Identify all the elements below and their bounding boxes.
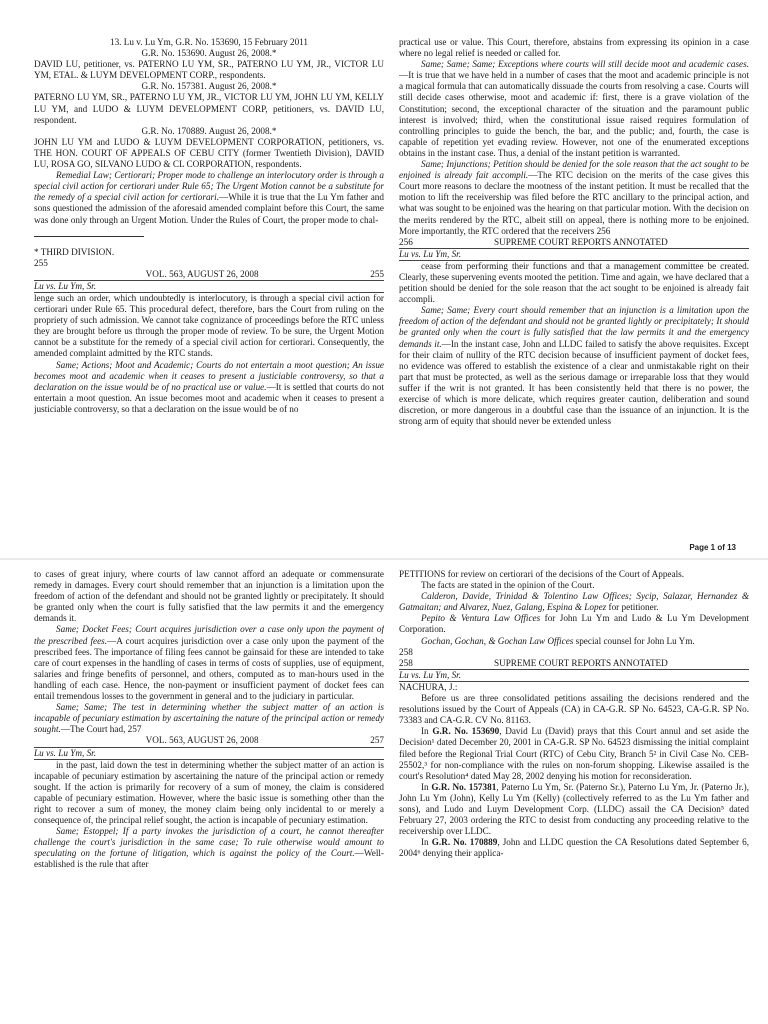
counsel-paragraph: Calderon, Davide, Trinidad & Tolentino Law Offices; Sycip, Salazar, Hernandez & Gatmaitan; and Alvarez, Nuez, Galang, Espina & Lopez for petitioner.	[399, 591, 749, 613]
parties: PATERNO LU YM, SR., PATERNO LU YM, JR., VICTOR LU YM, JOHN LU YM, KELLY LU YM, and LUDO & LUYM DEVELOPMENT CORP, petitioners, vs. DAVID LU, respondent.	[34, 92, 384, 125]
left-column	[34, 37, 384, 415]
syllabus-text: —The RTC decision on the merits of the case gives this Court more reasons to declare the mootness of the instant petition. It must be recalled that the motion to lift the receivership was filed before the RTC ancillary to the principal action, and what was sought to be enjoined was the hearing on that particular motion. With the decision on the merits rendered by the RTC, albeit still on appeal, there is nothing more to be enjoined. More importantly, the RTC ordered that the receivers 256	[399, 170, 749, 236]
reporter-header: SUPREME COURT REPORTS ANNOTATED	[493, 236, 668, 247]
running-title: Lu vs. Lu Ym, Sr.	[34, 747, 384, 760]
header-page-number: 256	[399, 236, 413, 247]
counsel-paragraph: Gochan, Gochan, & Gochan Law Offices special counsel for John Lu Ym.	[421, 635, 695, 646]
body-paragraph: The facts are stated in the opinion of the Court.	[421, 580, 595, 591]
gr-number: G.R. No. 170889. August 26, 2008.*	[141, 125, 277, 136]
syllabus-text: —It is settled that courts do not entertain a moot question. An issue becomes moot and academic when it ceases to present a justiciable controversy, so that a declaration on the issue would be of no	[34, 381, 384, 414]
syllabus-text: —While it is true that the Lu Ym father and sons questioned the admission of the aforesaid amended complaint before this Court, the same was done only through an Urgent Motion. Under the Rules of Court, the proper mode to chal-	[34, 192, 384, 225]
body-paragraph: in the past, laid down the test in determining whether the subject matter of an action is incapable of pecuniary estimation by ascertaining the nature of the principal action or remedy sought. If the action is primarily for recovery of a sum of money, the claim is considered capable of pecuniary estimation. However, where the basic issue is something other than the right to recover a sum of money, the money claim being only incidental to or merely a consequence of, the principal relief sought, the action is incapable of pecuniary estimation.	[34, 759, 384, 826]
footnote-rule	[34, 236, 144, 237]
body-paragraph: In G.R. No. 170889, John and LLDC question the CA Resolutions dated September 6, 2004⁶ denying their applica-	[399, 837, 749, 859]
counsel-firm: Pepito & Ventura Law Offices	[421, 613, 541, 624]
syllabus-text: —In the instant case, John and LLDC failed to satisfy the above requisites. Except for their claim of nullity of the RTC decision because of insufficient payment of docket fees, no evidence was offered to establish the existence of a clear and unmistakable right on their part that must be protected, as well as the serious damage or irreparable loss that they would suffer if the writ is not granted. It has been consistently held that there is no power, the exercise of which is more delicate, which requires greater caution, deliberation and sound discretion, or more dangerous in a doubtful case than the issuance of an injunction. It is the strong arm of equity that should never be extended unless	[399, 338, 749, 427]
syllabus-paragraph	[399, 59, 749, 159]
body-paragraph: In G.R. No. 157381, Paterno Lu Ym, Sr. (Paterno Sr.), Paterno Lu Ym, Jr. (Paterno Jr.), John Lu Ym (John), Kelly Lu Ym (Kelly) (collectively referred to as the Lu Ym father and sons), and Ludo and Luym Development Corp. (LLDC) assail the CA Decision⁵ dated February 27, 2003 ordering the RTC to desist from conducting any proceeding relative to the receivership over LLDC.	[399, 781, 749, 837]
footnote: * THIRD DIVISION.	[34, 246, 115, 257]
syllabus-paragraph	[399, 159, 749, 237]
syllabus-paragraph	[34, 360, 384, 415]
ponente: NACHURA, J.:	[399, 681, 458, 692]
gr-reference: G.R. No. 170889	[431, 837, 498, 848]
volume-header: VOL. 563, AUGUST 26, 2008	[145, 268, 259, 279]
syllabus-text: —A court acquires jurisdiction over a case only upon the payment of the prescribed fees. The importance of filing fees cannot be gainsaid for these are intended to take care of court expenses in the handling of cases in terms of costs of supplies, use of equipment, salaries and fringe benefits of personnel, and others, computed as to man-hours used in the handling of each case. Hence, the non-payment or insufficient payment of docket fees can entail tremendous losses to the government in general and to the judiciary in particular.	[34, 635, 384, 702]
body-paragraph: lenge such an order, which undoubtedly is interlocutory, is through a special civil action for certiorari under Rule 65. This procedural defect, therefore, bars the Court from ruling on the propriety of such admission. We cannot take cognizance of proceedings before the RTC unless they are brought before us through the proper mode of review. To be sure, the Urgent Motion cannot be a substitute for the remedy of a special civil action for certiorari. Consequently, the amended complaint admitted by the RTC stands.	[34, 292, 384, 359]
page-header	[399, 237, 749, 248]
syllabus-heading: Same; Same; Same; Exceptions where courts will still decide moot and academic cases.	[421, 59, 749, 70]
page-header	[399, 658, 749, 669]
header-page-number: 258	[399, 657, 413, 668]
gr-reference: G.R. No. 157381	[431, 781, 497, 792]
counsel-firm: Calderon, Davide, Trinidad & Tolentino Law Offices; Sycip, Salazar, Hernandez & Gatmaitan; and Alvarez, Nuez, Galang, Espina & Lopez	[399, 591, 749, 613]
syllabus-heading: Same; Injunctions; Petition should be denied for the sole reason that the act sought to be enjoined is already fait accompli.	[399, 159, 749, 181]
syllabus-paragraph	[34, 170, 384, 225]
right-column	[399, 37, 749, 427]
left-column	[34, 569, 384, 871]
syllabus-heading: Same; Actions; Moot and Academic; Courts do not entertain a moot question; An issue becomes moot and academic when it ceases to present a justiciable controversy, so that a declaration on the issue would be of no practical use or value.	[34, 359, 384, 392]
header-page-number: 255	[370, 268, 384, 279]
syllabus-text: —It is true that we have held in a number of cases that the moot and academic principle is not a magical formula that can automatically dissuade the courts from resolving a case. Courts will still decide cases otherwise, moot and academic if: first, there is a grave violation of the Constitution; second, the exceptional character of the situation and the paramount public interest is involved; third, when the constitutional issue raised requires formulation of controlling principles to guide the bench, the bar, and the public; and, fourth, the case is capable of repetition yet evading review. However, not one of the enumerated exceptions obtains in the instant case. Thus, a denial of the instant petition is warranted.	[399, 70, 749, 158]
syllabus-heading: Same; Same; The test in determining whether the subject matter of an action is incapable of pecuniary estimation by ascertaining the nature of the principal action or remedy sought.	[34, 702, 384, 735]
running-title: Lu vs. Lu Ym, Sr.	[34, 280, 384, 293]
syllabus-heading: Same; Same; Every court should remember that an injunction is a limitation upon the freedom of action of the defendant and should not be granted lightly or precipitately; It should be granted only when the court is fully satisfied that the law permits it and the emergency demands it.	[399, 305, 749, 349]
syllabus-paragraph	[399, 305, 749, 427]
page-number: 258	[399, 646, 413, 657]
right-column	[399, 569, 749, 859]
reporter-header: SUPREME COURT REPORTS ANNOTATED	[493, 657, 668, 668]
syllabus-text: —The Court had, 257	[60, 724, 142, 735]
syllabus-paragraph	[34, 702, 384, 735]
parties: JOHN LU YM and LUDO & LUYM DEVELOPMENT CORPORATION, petitioners, vs. THE HON. COURT OF APPEALS OF CEBU CITY (former Twentieth Division), DAVID LU, ROSA GO, SILVANO LUDO & CL CORPORATION, respondents.	[34, 136, 384, 170]
gr-number: G.R. No. 157381. August 26, 2008.*	[141, 81, 277, 92]
syllabus-heading: Same; Docket Fees; Court acquires jurisdiction over a case only upon the payment of the prescribed fees.	[34, 624, 384, 646]
volume-header: VOL. 563, AUGUST 26, 2008	[145, 735, 259, 746]
body-paragraph: to cases of great injury, where courts of law cannot afford an adequate or commensurate remedy in damages. Every court should remember that an injunction is a limitation upon the freedom of action of the defendant and should not be granted lightly or precipitately. It should be granted only when the court is fully satisfied that the law permits it and the emergency demands it.	[34, 569, 384, 624]
page-number: 255	[34, 257, 48, 268]
document-page-2	[0, 560, 768, 1024]
gr-number: G.R. No. 153690. August 26, 2008.*	[141, 48, 277, 59]
counsel-firm: Gochan, Gochan, & Gochan Law Offices	[421, 635, 574, 646]
page-header	[34, 735, 384, 746]
syllabus-heading: Remedial Law; Certiorari; Proper mode to challenge an interlocutory order is through a special civil action for certiorari under Rule 65; The Urgent Motion cannot be a substitute for the remedy of a special civil action for certiorari.	[34, 170, 384, 203]
running-title: Lu vs. Lu Ym, Sr.	[399, 669, 749, 682]
body-paragraph: practical use or value. This Court, therefore, abstains from expressing its opinion in a case where no legal relief is needed or called for.	[399, 37, 749, 59]
body-paragraph: Before us are three consolidated petitions assailing the decisions rendered and the resolutions issued by the Court of Appeals (CA) in CA-G.R. SP No. 64523, CA-G.R. SP No. 73383 and CA-G.R. CV No. 81163.	[399, 693, 749, 726]
counsel-paragraph: Pepito & Ventura Law Offices for John Lu Ym and Ludo & Lu Ym Development Corporation.	[399, 613, 749, 635]
header-page-number: 257	[370, 735, 384, 746]
page-header	[34, 269, 384, 280]
body-paragraph: In G.R. No. 153690, David Lu (David) prays that this Court annul and set aside the Decision¹ dated December 20, 2001 in CA-G.R. SP No. 64523 dismissing the initial complaint filed before the Regional Trial Court (RTC) of Cebu City, Branch 5² in Civil Case No. CEB-25502,³ for non-compliance with the rules on non-forum shopping. Likewise assailed is the court's Resolution⁴ dated May 28, 2002 denying his motion for reconsideration.	[399, 726, 749, 781]
page-indicator: Page 1 of 13	[689, 543, 736, 552]
syllabus-paragraph	[34, 624, 384, 702]
parties: DAVID LU, petitioner, vs. PATERNO LU YM, SR., PATERNO LU YM, JR., VICTOR LU YM, ETAL. & LUYM DEVELOPMENT CORP., respondents.	[34, 59, 384, 81]
syllabus-heading: Same; Estoppel; If a party invokes the jurisdiction of a court, he cannot thereafter challenge the court's jurisdiction in the same case; To rule otherwise would amount to speculating on the fortune of litigation, which is against the policy of the Court.	[34, 826, 384, 859]
gr-reference: G.R. No. 153690	[432, 726, 500, 737]
body-paragraph: PETITIONS for review on certiorari of the decisions of the Court of Appeals.	[399, 569, 684, 579]
syllabus-paragraph	[34, 826, 384, 870]
running-title: Lu vs. Lu Ym, Sr.	[399, 248, 749, 261]
syllabus-text: —Well-established is the rule that after	[34, 848, 384, 870]
case-title: 13. Lu v. Lu Ym, G.R. No. 153690, 15 February 2011	[109, 37, 309, 47]
body-paragraph: cease from performing their functions and that a management committee be created. Clearly, these supervening events mooted the petition. Time and again, we have declared that a petition should be denied for the sole reason that the act sought to be enjoined is already fait accompli.	[399, 260, 749, 305]
